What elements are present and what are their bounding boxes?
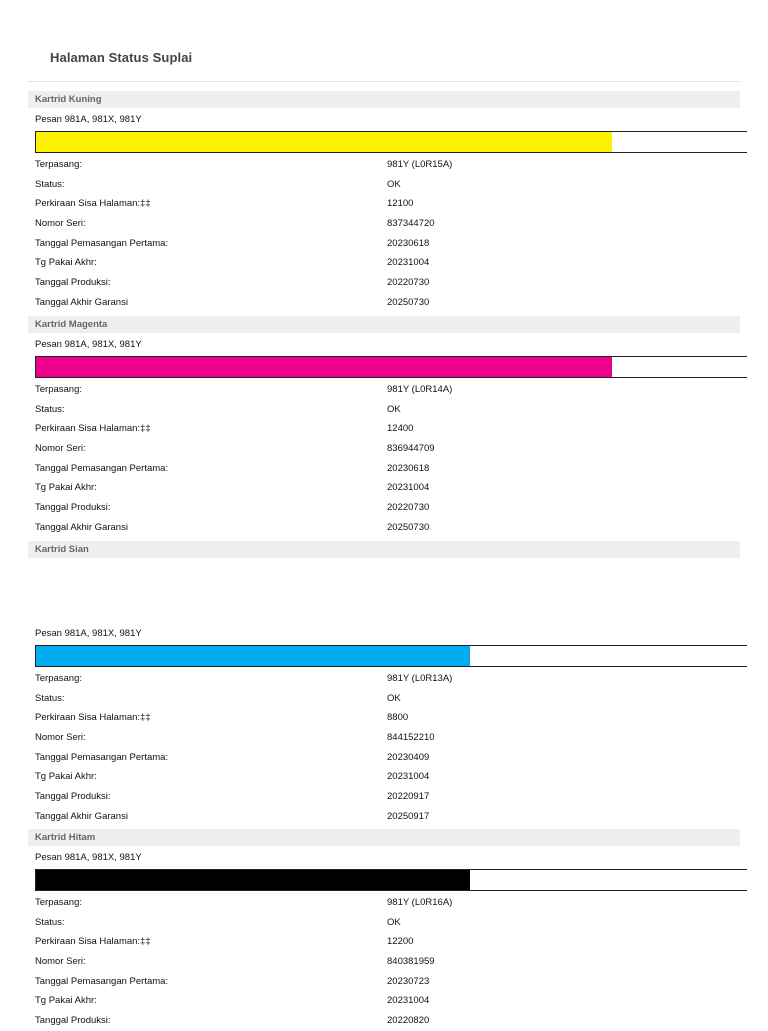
order-line: Pesan 981A, 981X, 981Y [35,114,142,125]
section-header: Kartrid Kuning [28,91,740,108]
row-value: 20231004 [387,482,430,494]
row-label: Terpasang: [35,897,83,908]
row-label: Perkiraan Sisa Halaman:‡‡ [35,712,151,724]
cartridge-section-magenta [28,316,740,533]
order-line: Pesan 981A, 981X, 981Y [35,628,142,639]
row-label: Tanggal Pemasangan Pertama: [35,975,169,987]
detail-row [35,728,740,748]
cartridge-level-fill [36,132,612,152]
detail-row [35,498,740,518]
row-label: Terpasang: [35,673,83,684]
row-label: Tg Pakai Akhr: [35,995,97,1007]
row-label: Status: [35,692,65,704]
detail-row [35,253,740,273]
row-label: Terpasang: [35,384,83,395]
row-value: OK [387,178,401,190]
order-line: Pesan 981A, 981X, 981Y [35,339,142,350]
row-value: 20250730 [387,296,430,308]
row-label: Status: [35,178,65,190]
detail-row [35,708,740,728]
cartridge-section-black [28,829,740,1027]
row-label: Tanggal Akhir Garansi [35,296,128,308]
row-label: Nomor Seri: [35,956,86,968]
row-value: 20231004 [387,995,430,1007]
detail-row [35,787,740,807]
detail-row [35,478,740,498]
detail-row [35,518,740,538]
detail-row [35,380,740,400]
detail-rows [35,155,740,313]
detail-row [35,1011,740,1031]
detail-row [35,273,740,293]
row-value: 981Y (L0R14A) [387,384,453,395]
row-value: 840381959 [387,956,435,968]
row-label: Tg Pakai Akhr: [35,771,97,783]
row-value: 20231004 [387,257,430,269]
section-header: Kartrid Magenta [28,316,740,333]
cartridge-level-bar [35,356,747,378]
row-value: 20230409 [387,751,430,763]
row-value: 981Y (L0R16A) [387,897,453,908]
row-value: 8800 [387,712,409,724]
section-header: Kartrid Sian [28,541,740,558]
row-value: 981Y (L0R15A) [387,159,453,170]
cartridge-level-bar [35,869,747,891]
row-label: Nomor Seri: [35,218,86,230]
row-value: 20250730 [387,521,430,533]
detail-rows [35,893,740,1031]
row-label: Tanggal Pemasangan Pertama: [35,462,169,474]
page-title: Halaman Status Suplai [50,50,193,65]
section-header: Kartrid Hitam [28,829,740,846]
row-value: 12200 [387,936,414,948]
row-value: 20220730 [387,502,430,514]
row-label: Tanggal Produksi: [35,1015,111,1027]
row-value: OK [387,692,401,704]
detail-row [35,991,740,1011]
detail-row [35,293,740,313]
detail-row [35,175,740,195]
row-value: 20220917 [387,791,430,803]
detail-row [35,459,740,479]
cartridge-section-yellow [28,91,740,308]
cartridge-level-bar [35,131,747,153]
row-label: Tanggal Produksi: [35,791,111,803]
detail-row [35,194,740,214]
row-value: 12100 [387,198,414,210]
cartridge-level-fill [36,870,470,890]
row-value: 981Y (L0R13A) [387,673,453,684]
detail-rows [35,380,740,538]
row-value: 20220820 [387,1015,430,1027]
detail-row [35,913,740,933]
detail-row [35,972,740,992]
row-value: OK [387,916,401,928]
row-label: Tanggal Produksi: [35,502,111,514]
order-line: Pesan 981A, 981X, 981Y [35,852,142,863]
row-label: Tanggal Pemasangan Pertama: [35,237,169,249]
detail-row [35,893,740,913]
title-divider [28,81,740,82]
row-label: Nomor Seri: [35,732,86,744]
cartridge-section-cyan [28,541,740,822]
detail-row [35,952,740,972]
row-value: 844152210 [387,732,435,744]
detail-row [35,234,740,254]
row-label: Tanggal Pemasangan Pertama: [35,751,169,763]
detail-row [35,807,740,827]
row-value: 20231004 [387,771,430,783]
row-label: Status: [35,403,65,415]
detail-row [35,932,740,952]
detail-row [35,214,740,234]
row-label: Perkiraan Sisa Halaman:‡‡ [35,198,151,210]
detail-row [35,689,740,709]
row-value: 20220730 [387,277,430,289]
row-label: Tg Pakai Akhr: [35,257,97,269]
row-value: 20250917 [387,810,430,822]
row-label: Tanggal Akhir Garansi [35,810,128,822]
row-value: 20230723 [387,975,430,987]
row-label: Tg Pakai Akhr: [35,482,97,494]
detail-row [35,748,740,768]
cartridge-level-bar [35,645,747,667]
cartridge-level-fill [36,357,612,377]
detail-rows [35,669,740,827]
row-label: Tanggal Produksi: [35,277,111,289]
row-label: Nomor Seri: [35,443,86,455]
row-label: Status: [35,916,65,928]
detail-row [35,400,740,420]
cartridge-level-fill [36,646,470,666]
row-label: Terpasang: [35,159,83,170]
row-value: 836944709 [387,443,435,455]
row-value: 20230618 [387,462,430,474]
row-value: 12400 [387,423,414,435]
row-label: Tanggal Akhir Garansi [35,521,128,533]
detail-row [35,419,740,439]
row-value: 837344720 [387,218,435,230]
row-value: 20230618 [387,237,430,249]
detail-row [35,767,740,787]
detail-row [35,155,740,175]
row-value: OK [387,403,401,415]
row-label: Perkiraan Sisa Halaman:‡‡ [35,423,151,435]
detail-row [35,669,740,689]
row-label: Perkiraan Sisa Halaman:‡‡ [35,936,151,948]
detail-row [35,439,740,459]
